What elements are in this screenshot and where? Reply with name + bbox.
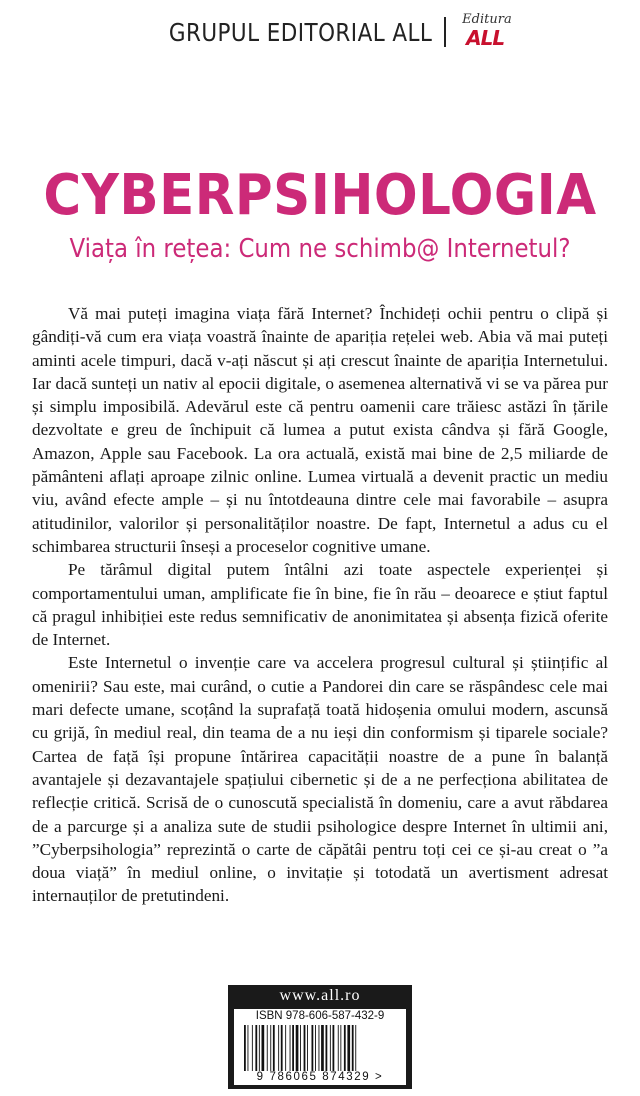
barcode-bar xyxy=(307,1025,308,1071)
barcode-bar xyxy=(300,1025,301,1071)
logo-script-text: Editura xyxy=(462,12,512,27)
barcode-bar xyxy=(338,1025,339,1071)
barcode-bar xyxy=(244,1025,246,1071)
barcode-bar xyxy=(281,1025,283,1071)
barcode-bar xyxy=(273,1025,275,1071)
barcode-bar xyxy=(270,1025,271,1071)
barcode-bar xyxy=(344,1025,346,1071)
publisher-name: GRUPUL EDITORIAL ALL xyxy=(168,17,433,47)
description-paragraph-3: Este Internetul o invenție care va accelera progresul cultural și științific al omenirii? Sau este, mai curând, o cutie a Pandorei din care se răspândesc cele mai mari defecte umane, scoțând la suprafață toată hidoșenia omului modern, ascunsă cu grijă, în mediul real, din teama de a nu ieși din conformism și tiparele sociale? Cartea de față își propune întărirea capacității noastre de a pune în balanță avantajele și dezavantajele spațiului cibernetic și de a ne perfecționa abilitatea de reflecție critică. Scrisă de o cunoscută specialistă în domeniu, care a avut răbdarea de a parcurge și a analiza sute de studii psihologice despre Internet în ultimii ani, ”Cyberpsihologia” reprezintă o carte de căpătâi pentru toți cei ce și-au creat o ”a doua viață” în mediul online, o invitație și totodată un avertisment adresat internauților de pretutindeni. xyxy=(32,653,608,906)
barcode-bar xyxy=(333,1025,335,1071)
barcode-bar xyxy=(330,1025,331,1071)
barcode-bar xyxy=(296,1025,299,1071)
publisher-logo xyxy=(458,12,514,52)
barcode-graphic xyxy=(234,1025,406,1071)
book-description xyxy=(32,302,608,908)
description-paragraph-2: Pe tărâmul digital putem întâlni azi toate aspectele experienței și comportamentului uman, amplificate fie în bine, fie în rău – deoarece e știut faptul că pragul inhibiției este redus semnificativ de anonimitatea și absența fizică oferite de Internet. xyxy=(32,560,608,650)
logo-mark-text: ALL xyxy=(466,26,505,50)
barcode-panel xyxy=(228,985,412,1089)
book-title: CYBERPSIHOLOGIA xyxy=(43,163,597,228)
barcode-bar xyxy=(304,1025,306,1071)
barcode-digits: 9 786065 874329 > xyxy=(256,1071,384,1083)
barcode-bar xyxy=(312,1025,314,1071)
barcode-bar xyxy=(255,1025,257,1071)
barcode-bar xyxy=(326,1025,328,1071)
publisher-header xyxy=(0,12,640,52)
barcode-bar xyxy=(285,1025,286,1071)
barcode-bar xyxy=(355,1025,356,1071)
barcode-bar xyxy=(248,1025,249,1071)
barcode-bar xyxy=(315,1025,316,1071)
publisher-divider xyxy=(444,17,446,47)
description-paragraph-1: Vă mai puteți imagina viața fără Internet? Închideți ochii pentru o clipă și gândiți-vă cum era viața voastră înainte de apariția rețelei web. Abia vă mai puteți aminti acele timpuri, dacă v-ați născut și ați crescut înainte de apariția Internetului. Iar dacă sunteți un nativ al epocii digitale, o asemenea alternativă vi se va părea pur și simplu imposibilă. Adevărul este că pentru oamenii care trăiesc astăzi în țările dezvoltate e greu de închipuit că lumea a putut exista cândva și fără Google, Amazon, Apple sau Facebook. La ora actuală, există mai bine de 2,5 miliarde de pământeni aflați aproape zilnic online. Lumea virtuală a devenit practic un mediu viu, având efecte ample – și nu întotdeauna dintre cele mai favorabile – asupra atitudinilor, valorilor și personalităților noastre. De fapt, Internetul a adus cu el schimbarea structurii înseși a proceselor cognitive umane. xyxy=(32,304,608,556)
barcode-bar xyxy=(262,1025,265,1071)
website-url: www.all.ro xyxy=(279,987,361,1004)
barcode-bar xyxy=(278,1025,279,1071)
barcode-area xyxy=(234,1009,406,1085)
isbn-label: ISBN 978-606-587-432-9 xyxy=(255,1010,385,1022)
barcode-bar xyxy=(267,1025,268,1071)
barcode-bar xyxy=(321,1025,324,1071)
barcode-bar xyxy=(292,1025,294,1071)
barcode-bar xyxy=(352,1025,354,1071)
barcode-bar xyxy=(340,1025,341,1071)
barcode-bar xyxy=(290,1025,291,1071)
barcode-bar xyxy=(252,1025,253,1071)
book-subtitle: Viața în rețea: Cum ne schimb@ Internetul? xyxy=(69,234,571,264)
barcode-bar xyxy=(259,1025,260,1071)
barcode-bar xyxy=(319,1025,320,1071)
barcode-bar xyxy=(347,1025,350,1071)
